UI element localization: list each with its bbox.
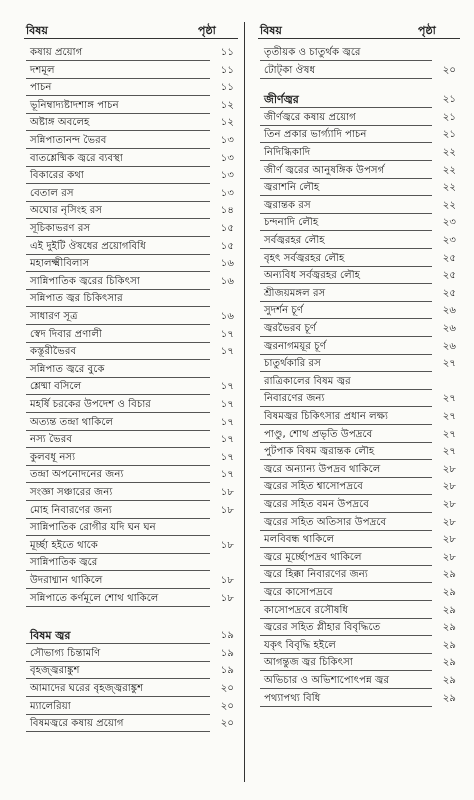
toc-row bbox=[252, 531, 460, 548]
toc-entry-title: এই দুইটি ঔষধের প্রয়োগবিধি bbox=[30, 240, 146, 252]
toc-entry-page: ১৭ bbox=[220, 469, 234, 481]
toc-entry-page: ১৬ bbox=[220, 311, 234, 322]
toc-entry-title: পাচন bbox=[30, 82, 52, 94]
toc-entry-title: সন্নিপাত জ্বরে বুকে bbox=[30, 363, 105, 375]
toc-row bbox=[252, 232, 460, 249]
column-divider bbox=[244, 22, 245, 782]
toc-row bbox=[252, 285, 460, 302]
toc-row bbox=[18, 449, 238, 466]
toc-entry-page: ২৯ bbox=[442, 675, 456, 686]
toc-row bbox=[252, 267, 460, 284]
toc-row bbox=[252, 373, 460, 390]
toc-entry-page: ১৭ bbox=[220, 451, 234, 463]
toc-row bbox=[252, 672, 460, 689]
toc-entry-title: কুলবধূ নস্য bbox=[30, 451, 76, 463]
toc-row bbox=[18, 645, 238, 662]
toc-row bbox=[18, 361, 238, 378]
toc-row bbox=[18, 502, 238, 519]
toc-entry-page: ১৮ bbox=[220, 575, 234, 586]
toc-entry-title: অন্যবিধ সর্বজ্বরহর লৌহ bbox=[264, 270, 361, 282]
toc-entry-page: ১৮ bbox=[220, 487, 234, 498]
toc-entry-page: ২৯ bbox=[442, 604, 456, 616]
toc-entry-title: আমাদের ঘরের বৃহজ্জ্বরাঙ্কুশ bbox=[30, 683, 144, 694]
toc-entry-page: ২৮ bbox=[442, 516, 456, 528]
toc-entry-page: ২৯ bbox=[442, 657, 456, 669]
toc-row bbox=[18, 167, 238, 184]
toc-entry-title: সন্নিপাতানন্দ ভৈরব bbox=[30, 135, 107, 146]
toc-entry-title: ম্যালেরিয়া bbox=[30, 700, 71, 712]
toc-entry-page: ১৯ bbox=[220, 630, 234, 642]
toc-entry-title: পুটপাক বিষম জ্বরান্তক লৌহ bbox=[264, 446, 375, 458]
toc-entry-title: জ্বরের সহিত অতিসার উপদ্রবে bbox=[264, 516, 387, 528]
toc-row bbox=[252, 338, 460, 355]
toc-entry-page: ২৬ bbox=[442, 305, 456, 317]
toc-row bbox=[252, 126, 460, 143]
toc-entry-title: সন্নিপাত জ্বর চিকিৎসার bbox=[30, 293, 123, 305]
toc-row bbox=[252, 549, 460, 566]
toc-row bbox=[18, 537, 238, 554]
toc-entry-title: কাসোপদ্রবে রসৌষধি bbox=[264, 604, 349, 616]
toc-row bbox=[252, 619, 460, 636]
toc-entry-title: অষ্টাঙ্গ অবলেহ bbox=[30, 117, 90, 129]
toc-row bbox=[18, 484, 238, 501]
toc-entry-title: টোট্‌কা ঔষধ bbox=[264, 64, 316, 76]
toc-entry-page: ২৭ bbox=[442, 358, 456, 370]
toc-entry-title: সন্নিপাতে কর্ণমূলে শোথ থাকিলে bbox=[30, 592, 159, 604]
toc-entry-title: সংজ্ঞা সঞ্চারের জন্য bbox=[30, 487, 113, 498]
toc-row bbox=[18, 255, 238, 272]
toc-row bbox=[18, 590, 238, 607]
toc-entry-page: ১৮ bbox=[220, 592, 234, 604]
toc-entry-title: চাতুর্থকারি রস bbox=[264, 358, 321, 370]
toc-row bbox=[18, 273, 238, 290]
toc-entry-page: ১৫ bbox=[220, 223, 234, 234]
toc-row bbox=[18, 698, 238, 715]
toc-row bbox=[18, 132, 238, 149]
toc-entry-title: জীর্ণ জ্বরের আনুষঙ্গিক উপসর্গ bbox=[264, 164, 385, 176]
toc-entry-title: নিবারণের জন্য bbox=[264, 393, 325, 405]
toc-entry-title: সৌভাগ্য চিন্তামণি bbox=[30, 647, 101, 659]
toc-entry-title: নিদিগ্ধিকাদি bbox=[264, 147, 311, 158]
toc-entry-title: বিকারের কথা bbox=[30, 170, 84, 182]
toc-row bbox=[18, 238, 238, 255]
toc-entry-page: ১৫ bbox=[220, 240, 234, 252]
toc-entry-page: ১৩ bbox=[220, 187, 234, 199]
toc-entry-title: জ্বরে হিক্কা নিবারণের জন্য bbox=[264, 569, 368, 581]
toc-entry-page: ১৬ bbox=[220, 258, 234, 270]
toc-entry-title: জ্বরের সহিত প্লীহার বিবৃদ্ধিতে bbox=[264, 622, 381, 634]
toc-row bbox=[18, 220, 238, 237]
toc-row bbox=[252, 197, 460, 214]
toc-entry-title: সূচিকাভরণ রস bbox=[30, 223, 91, 234]
toc-row bbox=[252, 355, 460, 372]
toc-entry-page: ১৮ bbox=[220, 504, 234, 516]
toc-entry-page: ২৫ bbox=[442, 252, 456, 264]
toc-entry-page: ১৩ bbox=[220, 170, 234, 182]
toc-row bbox=[18, 326, 238, 343]
right-page-header: পৃষ্ঠা bbox=[418, 24, 436, 37]
toc-row bbox=[18, 627, 238, 644]
toc-row bbox=[252, 250, 460, 267]
toc-entry-page: ২৮ bbox=[442, 499, 456, 510]
toc-entry-title: জ্বরাশনি লৌহ bbox=[264, 182, 320, 194]
toc-entry-title: জ্বরভৈরব চূর্ণ bbox=[264, 323, 317, 334]
toc-entry-page: ১২ bbox=[220, 99, 234, 111]
toc-row bbox=[252, 426, 460, 443]
left-subject-header: বিষয় bbox=[26, 24, 48, 37]
toc-entry-title: কষায় প্রয়োগ bbox=[30, 47, 83, 58]
toc-row bbox=[252, 144, 460, 161]
toc-entry-title: অত্যন্ত তন্দ্রা থাকিলে bbox=[30, 416, 114, 428]
right-header-rule bbox=[258, 38, 460, 39]
toc-row bbox=[18, 414, 238, 431]
left-page-header: পৃষ্ঠা bbox=[198, 24, 216, 37]
toc-entry-title: চন্দনাদি লৌহ bbox=[264, 217, 319, 229]
toc-row bbox=[18, 378, 238, 395]
toc-row bbox=[252, 637, 460, 654]
toc-entry-title: স্বেদ দিবার প্রণালী bbox=[30, 328, 102, 340]
toc-entry-page: ১৩ bbox=[220, 152, 234, 164]
toc-entry-title: জীর্ণজ্বরে কষায় প্রয়োগ bbox=[264, 111, 356, 123]
toc-entry-title: সুদর্শন চূর্ণ bbox=[264, 305, 304, 317]
toc-entry-title: জ্বরে কাসোপদ্রবে bbox=[264, 587, 333, 598]
toc-row bbox=[252, 496, 460, 513]
toc-entry-title: উদরাধ্মান থাকিলে bbox=[30, 575, 103, 586]
toc-entry-page: ২৯ bbox=[442, 569, 456, 581]
toc-entry-page: ১১ bbox=[220, 47, 234, 58]
toc-entry-page: ২৯ bbox=[442, 587, 456, 598]
toc-entry-title: তিন প্রকার ভার্গ্যাদি পাচন bbox=[264, 129, 367, 141]
toc-entry-page: ২৯ bbox=[442, 622, 456, 634]
toc-entry-title: সান্নিপাতিক রোগীর যদি ঘন ঘন bbox=[30, 522, 156, 534]
toc-row bbox=[18, 114, 238, 131]
toc-row bbox=[252, 443, 460, 460]
toc-entry-page: ১১ bbox=[220, 64, 234, 76]
toc-entry-page: ২২ bbox=[442, 199, 456, 211]
toc-entry-title: বিষমজ্বরে কষায় প্রয়োগ bbox=[30, 718, 124, 730]
toc-entry-page: ২৮ bbox=[442, 534, 456, 546]
toc-row bbox=[18, 97, 238, 114]
toc-entry-page: ২০ bbox=[220, 683, 234, 694]
toc-entry-title: বেতাল রস bbox=[30, 187, 74, 199]
toc-row bbox=[252, 602, 460, 619]
toc-row bbox=[252, 390, 460, 407]
toc-entry-page: ১৭ bbox=[220, 381, 234, 393]
toc-entry-page: ২৭ bbox=[442, 428, 456, 440]
toc-entry-title: মূর্চ্ছা হইতে থাকে bbox=[30, 539, 98, 551]
toc-entry-title: জ্বরনাগময়ূর চূর্ণ bbox=[264, 340, 326, 352]
toc-entry-title: জ্বরান্তক রস bbox=[264, 199, 311, 211]
toc-entry-page: ২৬ bbox=[442, 323, 456, 334]
toc-entry-page: ২০ bbox=[442, 64, 456, 76]
toc-row bbox=[18, 290, 238, 307]
toc-row bbox=[18, 185, 238, 202]
toc-row bbox=[18, 150, 238, 167]
toc-entry-title: সান্নিপাতিক জ্বরের চিকিৎসা bbox=[30, 275, 140, 287]
toc-entry-title: তৃতীয়ক ও চাতুর্থক জ্বরে bbox=[264, 47, 361, 58]
toc-entry-title: রাত্রিকালের বিষম জ্বর bbox=[264, 375, 351, 387]
toc-row bbox=[252, 62, 460, 79]
toc-entry-page: ২০ bbox=[220, 718, 234, 730]
toc-entry-page: ১৭ bbox=[220, 399, 234, 410]
toc-entry-title: ভূনিম্বাদ্যষ্টাদশাঙ্গ পাচন bbox=[30, 99, 119, 111]
toc-entry-title: কস্তূরীভৈরব bbox=[30, 346, 77, 358]
row-rule bbox=[260, 706, 432, 707]
right-subject-header: বিষয় bbox=[260, 24, 282, 37]
toc-entry-page: ১২ bbox=[220, 117, 234, 129]
toc-entry-page: ১৭ bbox=[220, 434, 234, 446]
toc-entry-title: জ্বরের সহিত বমন উপদ্রবে bbox=[264, 499, 369, 510]
toc-entry-page: ১৮ bbox=[220, 539, 234, 551]
toc-entry-title: বিষমজ্বর চিকিৎসার প্রধান লক্ষ্য bbox=[264, 411, 388, 422]
toc-entry-title: যকৃৎ বিবৃদ্ধি হইলে bbox=[264, 639, 336, 651]
toc-entry-page: ১৭ bbox=[220, 328, 234, 340]
row-rule bbox=[26, 731, 210, 732]
toc-entry-title: জ্বরে অন্যান্য উপদ্রব থাকিলে bbox=[264, 463, 381, 475]
toc-row bbox=[18, 572, 238, 589]
toc-entry-page: ১৪ bbox=[220, 205, 234, 217]
toc-row bbox=[252, 584, 460, 601]
toc-row bbox=[18, 202, 238, 219]
toc-entry-page: ১১ bbox=[220, 82, 234, 94]
toc-entry-page: ২৫ bbox=[442, 270, 456, 282]
toc-row bbox=[252, 179, 460, 196]
row-rule bbox=[260, 78, 432, 79]
toc-entry-title: জীর্ণজ্বর bbox=[264, 93, 299, 107]
toc-entry-title: বাতশ্লেষ্মিক জ্বরে ব্যবস্থা bbox=[30, 152, 123, 164]
toc-row bbox=[18, 554, 238, 571]
row-rule bbox=[26, 606, 210, 607]
toc-entry-page: ২৩ bbox=[442, 217, 456, 229]
toc-row bbox=[18, 431, 238, 448]
toc-row bbox=[18, 308, 238, 325]
toc-entry-title: বৃহজ্জ্বরাঙ্কুশ bbox=[30, 665, 80, 677]
toc-entry-page: ১৯ bbox=[220, 647, 234, 659]
toc-entry-page: ২৯ bbox=[442, 692, 456, 704]
toc-entry-title: সাধারণ সূত্র bbox=[30, 311, 78, 322]
toc-entry-title: মহর্ষি চরকের উপদেশ ও বিচার bbox=[30, 399, 151, 410]
toc-row bbox=[252, 162, 460, 179]
toc-entry-page: ২৮ bbox=[442, 481, 456, 493]
toc-row bbox=[252, 44, 460, 61]
toc-row bbox=[18, 343, 238, 360]
toc-entry-page: ১৭ bbox=[220, 416, 234, 428]
toc-entry-page: ২৭ bbox=[442, 393, 456, 405]
toc-entry-page: ২২ bbox=[442, 182, 456, 194]
left-header-rule bbox=[24, 38, 238, 39]
toc-entry-page: ২০ bbox=[220, 700, 234, 712]
toc-row bbox=[18, 44, 238, 61]
toc-entry-page: ২২ bbox=[442, 147, 456, 158]
toc-entry-page: ২৭ bbox=[442, 411, 456, 422]
toc-entry-title: অঘোর নৃসিংহ রস bbox=[30, 205, 103, 217]
toc-row bbox=[18, 79, 238, 96]
toc-entry-title: মলবিবন্ধ থাকিলে bbox=[264, 534, 335, 546]
toc-row bbox=[252, 478, 460, 495]
toc-entry-page: ২১ bbox=[442, 129, 456, 141]
toc-entry-title: সান্নিপাতিক জ্বরে bbox=[30, 557, 98, 569]
toc-entry-page: ২৬ bbox=[442, 340, 456, 352]
toc-entry-page: ২১ bbox=[442, 94, 456, 106]
toc-row bbox=[18, 466, 238, 483]
toc-entry-title: শ্রীজয়মঙ্গল রস bbox=[264, 287, 326, 299]
toc-row bbox=[252, 461, 460, 478]
toc-entry-page: ১৩ bbox=[220, 135, 234, 146]
toc-row bbox=[18, 662, 238, 679]
toc-entry-title: পথ্যাপথ্য বিধি bbox=[264, 692, 321, 704]
toc-entry-page: ১৭ bbox=[220, 346, 234, 358]
toc-row bbox=[252, 514, 460, 531]
toc-row bbox=[18, 715, 238, 732]
toc-entry-page: ২৯ bbox=[442, 639, 456, 651]
toc-row bbox=[18, 680, 238, 697]
toc-row bbox=[252, 91, 460, 108]
toc-entry-page: ২৩ bbox=[442, 235, 456, 246]
toc-entry-title: অভিচার ও অভিশাপোৎপন্ন জ্বর bbox=[264, 675, 390, 686]
toc-row bbox=[252, 302, 460, 319]
toc-entry-page: ২২ bbox=[442, 164, 456, 176]
toc-row bbox=[252, 566, 460, 583]
toc-entry-page: ২৮ bbox=[442, 551, 456, 563]
toc-entry-title: জ্বরের সহিত শ্বাসোপদ্রবে bbox=[264, 481, 363, 493]
toc-entry-title: নস্য ভৈরব bbox=[30, 434, 72, 446]
toc-entry-page: ২৭ bbox=[442, 446, 456, 458]
toc-row bbox=[252, 654, 460, 671]
toc-row bbox=[252, 109, 460, 126]
toc-entry-title: আগন্তুজ জ্বর চিকিৎসা bbox=[264, 657, 353, 669]
toc-entry-title: বৃহৎ সর্বজ্বরহর লৌহ bbox=[264, 252, 345, 264]
toc-entry-page: ২১ bbox=[442, 111, 456, 123]
toc-entry-title: মহালক্ষ্মীবিলাস bbox=[30, 258, 90, 270]
toc-entry-title: তন্দ্রা অপনোদনের জন্য bbox=[30, 469, 124, 481]
toc-entry-title: বিষম জ্বর bbox=[30, 629, 71, 643]
toc-row bbox=[252, 408, 460, 425]
toc-row bbox=[18, 62, 238, 79]
toc-row bbox=[18, 396, 238, 413]
toc-entry-page: ১৬ bbox=[220, 275, 234, 287]
toc-row bbox=[252, 690, 460, 707]
toc-entry-page: ১৯ bbox=[220, 665, 234, 677]
toc-entry-title: পাণ্ডু, শোথ প্রভৃতি উপদ্রবে bbox=[264, 428, 373, 440]
toc-entry-title: শ্লেষ্মা বসিলে bbox=[30, 381, 82, 393]
toc-entry-page: ২৮ bbox=[442, 463, 456, 475]
toc-entry-title: দশমূল bbox=[30, 64, 55, 76]
toc-entry-title: সর্বজ্বরহর লৌহ bbox=[264, 235, 325, 246]
toc-row bbox=[18, 519, 238, 536]
toc-entry-page: ২৫ bbox=[442, 287, 456, 299]
toc-entry-title: জ্বরে মূর্চ্ছোপদ্রব থাকিলে bbox=[264, 551, 362, 563]
toc-entry-title: মোহ নিবারণের জন্য bbox=[30, 504, 112, 516]
toc-row bbox=[252, 320, 460, 337]
toc-row bbox=[252, 214, 460, 231]
